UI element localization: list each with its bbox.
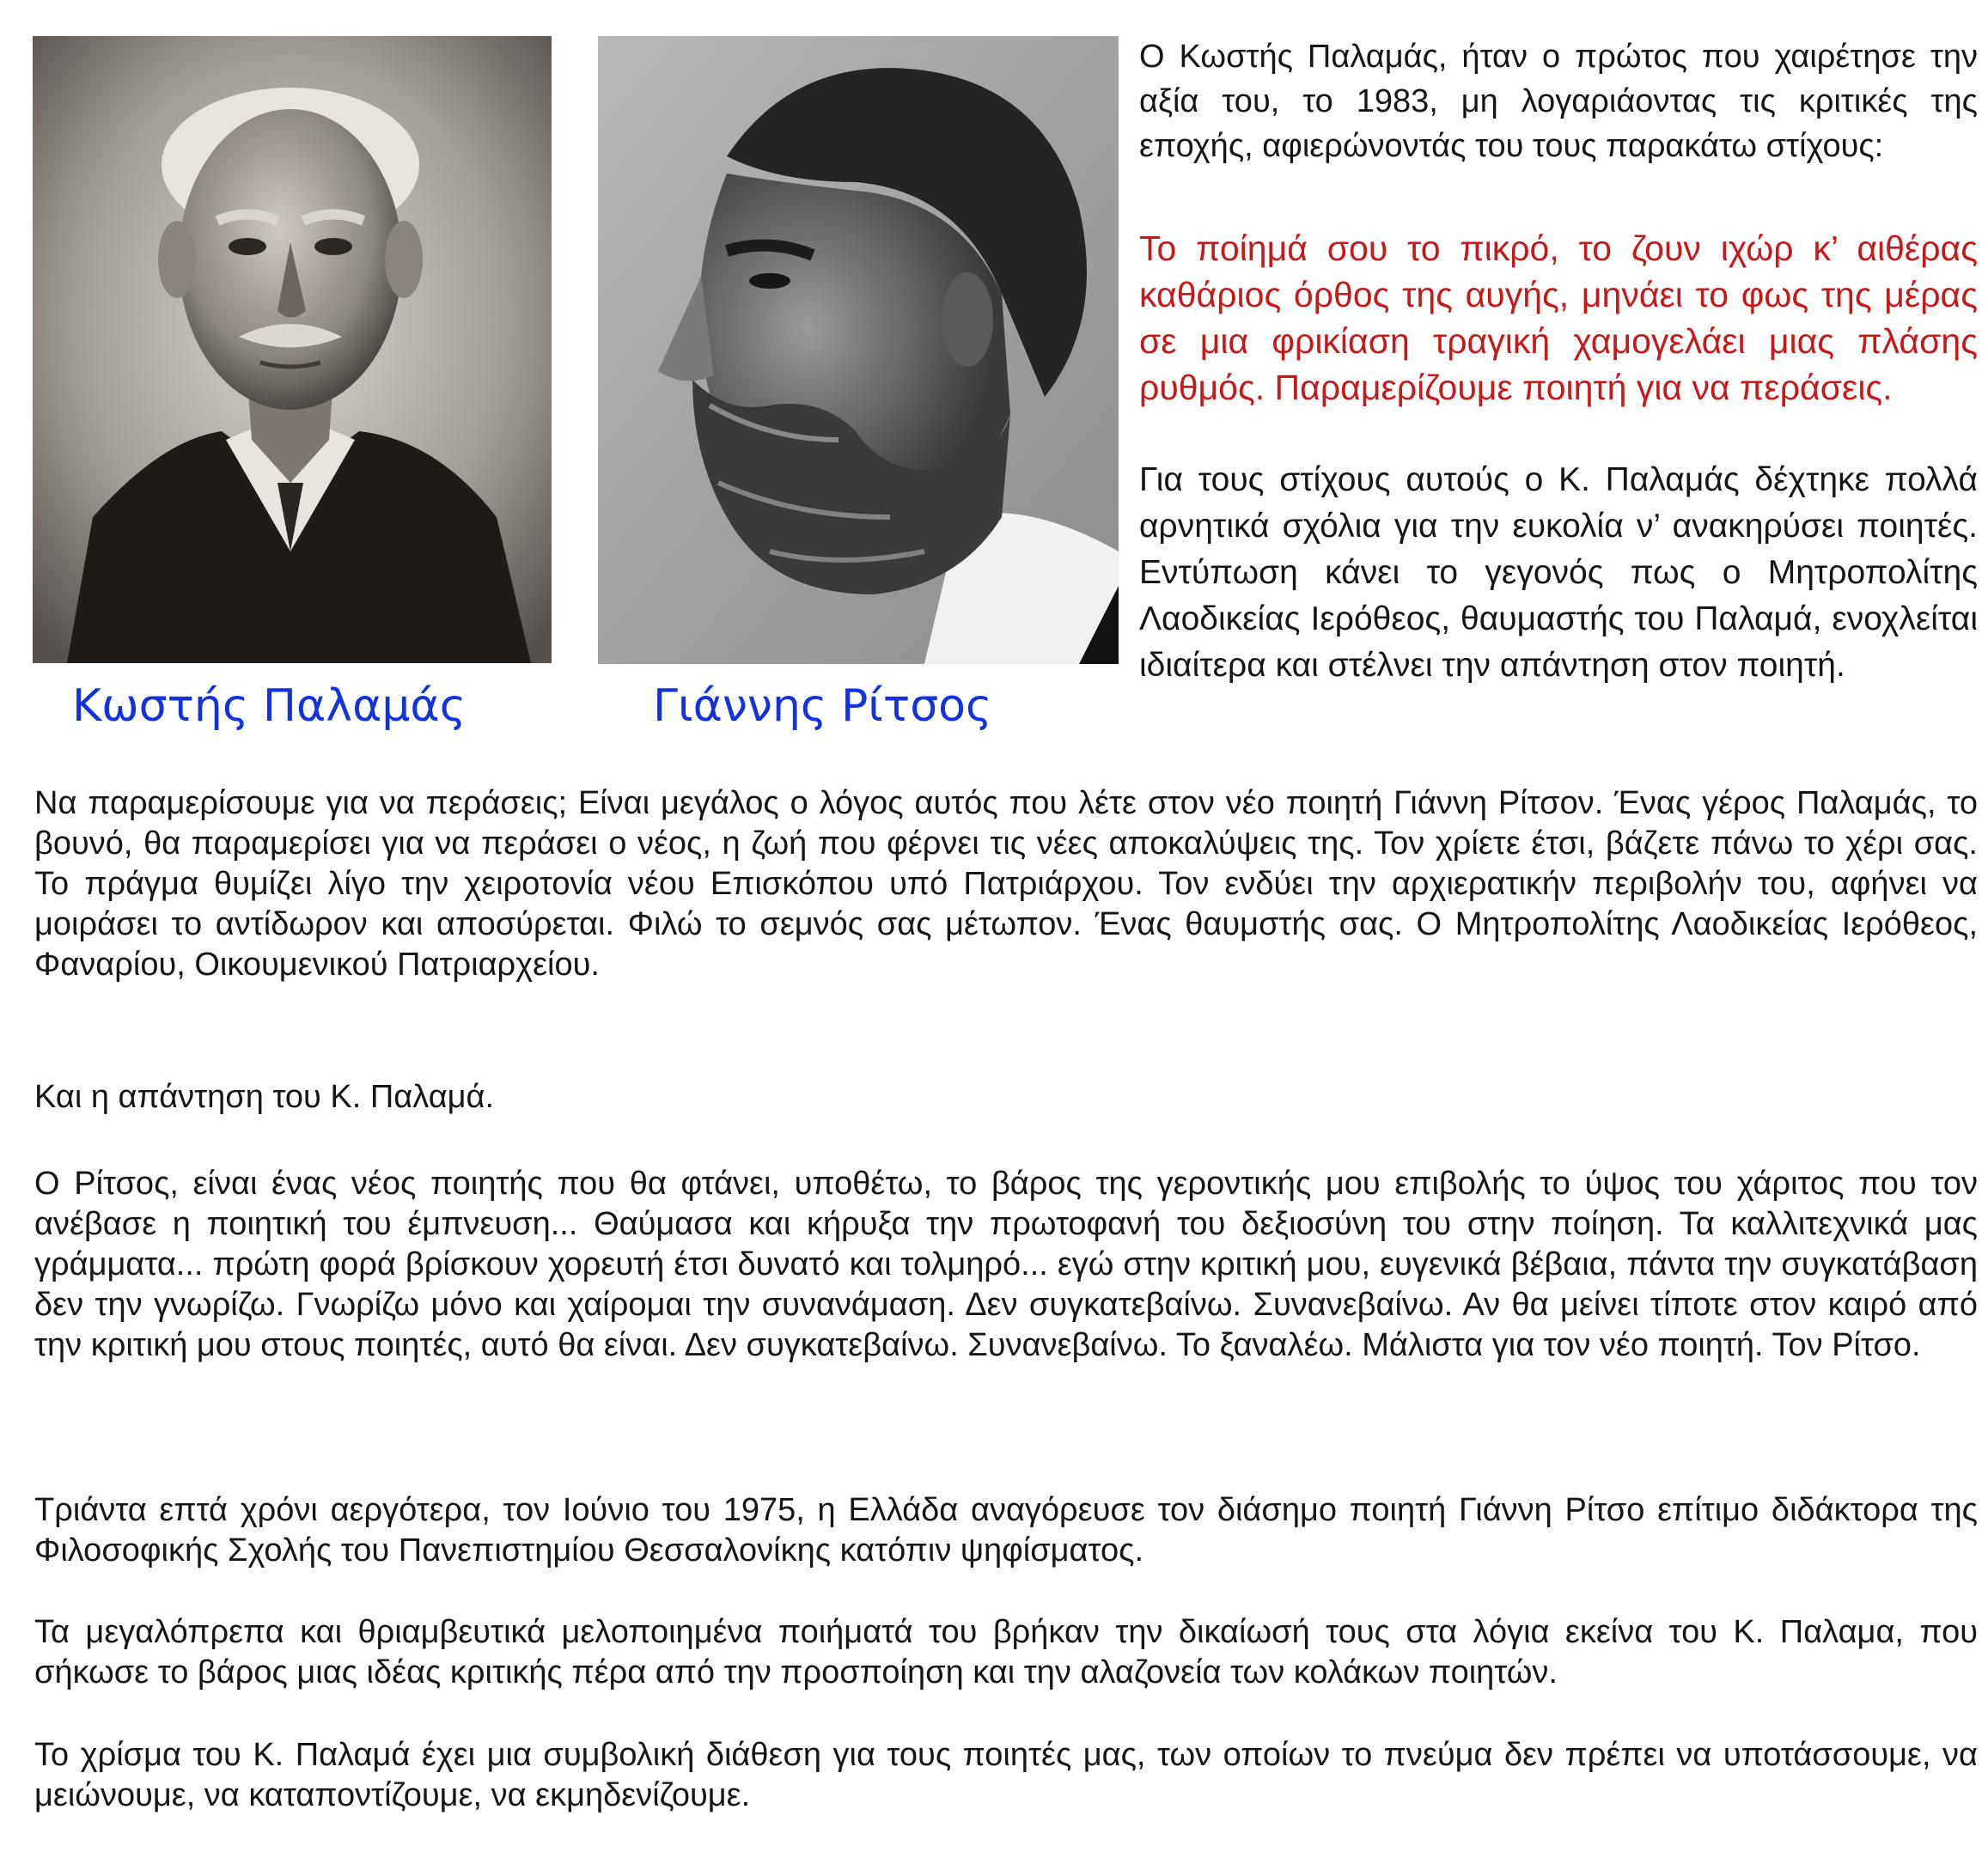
palamas-answer-paragraph: Ο Ρίτσος, είναι ένας νέος ποιητής που θα φτάνει, υποθέτω, το βάρος της γεροντικής μου επιβολής το ύψος του χάριτος που τον ανέβασε η ποιητική του έμπνευση... Θαύμασα και κήρυξα την πρωτοφανή του δεξιοσύνη του στην ποίηση. Τα καλλιτεχνικά μας γράμματα... πρώτη φορά βρίσκουν χορευτή έτσι δυνατό και τολμηρό... εγώ στην κριτική μου, ευγενικά βέβαια, πάντα την συγκατάβαση δεν την γνωρίζω. Γνωρίζω μόνο και χαίρομαι την συνανάμαση. Δεν συγκατεβαίνω. Συνανεβαίνω. Αν θα μείνει τίποτε στον καιρό από την κριτική μου στους ποιητές, αυτό θα είναι. Δεν συγκατεβαίνω. Συνανεβαίνω. Το ξαναλέω. Μάλιστα για τον νέο ποιητή. Τον Ρίτσο. <box>34 1166 1978 1363</box>
symbolic-anointment-paragraph: Το χρίσμα του Κ. Παλαμά έχει μια συμβολική διάθεση για τους ποιητές μας, των οποίων το πνεύμα δεν πρέπει να υποτάσσουμε, να μειώνουμε, να καταποντίζουμε, να εκμηδενίζουμε. <box>34 1737 1978 1813</box>
comment-text: Για τους στίχους αυτούς ο Κ. Παλαμάς δέχτηκε πολλά αρνητικά σχόλια για την ευκολία ν’ ανακηρύσει ποιητές. Εντύπωση κάνει το γεγονός πως ο Μητροπολίτης Λαοδικείας Ιερόθεος, θαυμαστής του Παλαμά, ενοχλείται ιδιαίτερα και στέλνει την απάντηση στον ποιητή. <box>1139 461 1978 684</box>
metropolitan-letter-paragraph: Να παραμερίσουμε για να περάσεις; Είναι μεγάλος ο λόγος αυτός που λέτε στον νέο ποιητή Γιάννη Ρίτσον. Ένας γέρος Παλαμάς, το βουνό, θα παραμερίσει για να περάσει ο νέος, η ζωή που φέρνει τις νέες αποκαλύψεις της. Τον χρίετε έτσι, βάζετε πάνω το χέρι σας. Το πράγμα θυμίζει λίγο την χειροτονία νέου Επισκόπου υπό Πατριάρχου. Τον ενδύει την αρχιερατικήν περιβολήν του, αφήνει να μοιράσει το αντίδωρον και αποσύρεται. Φιλώ το σεμνός σας μέτωπον. Ένας θαυμστής σας. Ο Μητροπολίτης Λαοδικείας Ιερόθεος, Φαναρίου, Οικουμενικού Πατριαρχείου. <box>34 785 1978 983</box>
palamas-caption: Κωστής Παλαμάς <box>72 680 467 732</box>
palamas-portrait-photo <box>33 36 552 663</box>
intro-paragraph <box>1139 34 1978 168</box>
poem-verse <box>1139 225 1978 411</box>
poem-text: Το ποίημά σου το πικρό, το ζουν ιχώρ κ’ αιθέρας καθάριος όρθος της αυγής, μηνάει το φως της μέρας σε μια φρικίαση τραγική χαμογελάει μιας πλάσης ρυθμός. Παραμερίζουμε ποιητή για να περάσεις. <box>1139 228 1978 407</box>
intro-text: Ο Κωστής Παλαμάς, ήταν ο πρώτος που χαιρέτησε την αξία του, το 1983, μη λογαριάοντας τις κριτικές της εποχής, αφιερώνοντάς του τους παρακάτω στίχους: <box>1139 39 1978 164</box>
comment-paragraph <box>1139 457 1978 689</box>
palamas-answer-heading: Και η απάντηση του Κ. Παλαμά. <box>34 1079 495 1115</box>
ritsos-caption: Γιάννης Ρίτσος <box>653 680 992 732</box>
ritsos-portrait-photo <box>598 36 1119 664</box>
honorary-doctorate-paragraph: Τριάντα επτά χρόνι αεργότερα, τον Ιούνιο του 1975, η Ελλάδα αναγόρευσε τον διάσημο ποιητή Γιάννη Ρίτσο επίτιμο διδάκτορα της Φιλοσοφικής Σχολής του Πανεπιστημίου Θεσσαλονίκης κατόπιν ψηφίσματος. <box>34 1492 1978 1569</box>
poems-vindication-paragraph: Τα μεγαλόπρεπα και θριαμβευτικά μελοποιημένα ποιήματά του βρήκαν την δικαίωσή τους στα λόγια εκείνα του Κ. Παλαμα, που σήκωσε το βάρος μιας ιδέας κριτικής πέρα από την προσποίηση και την αλαζονεία των κολάκων ποιητών. <box>34 1614 1978 1690</box>
